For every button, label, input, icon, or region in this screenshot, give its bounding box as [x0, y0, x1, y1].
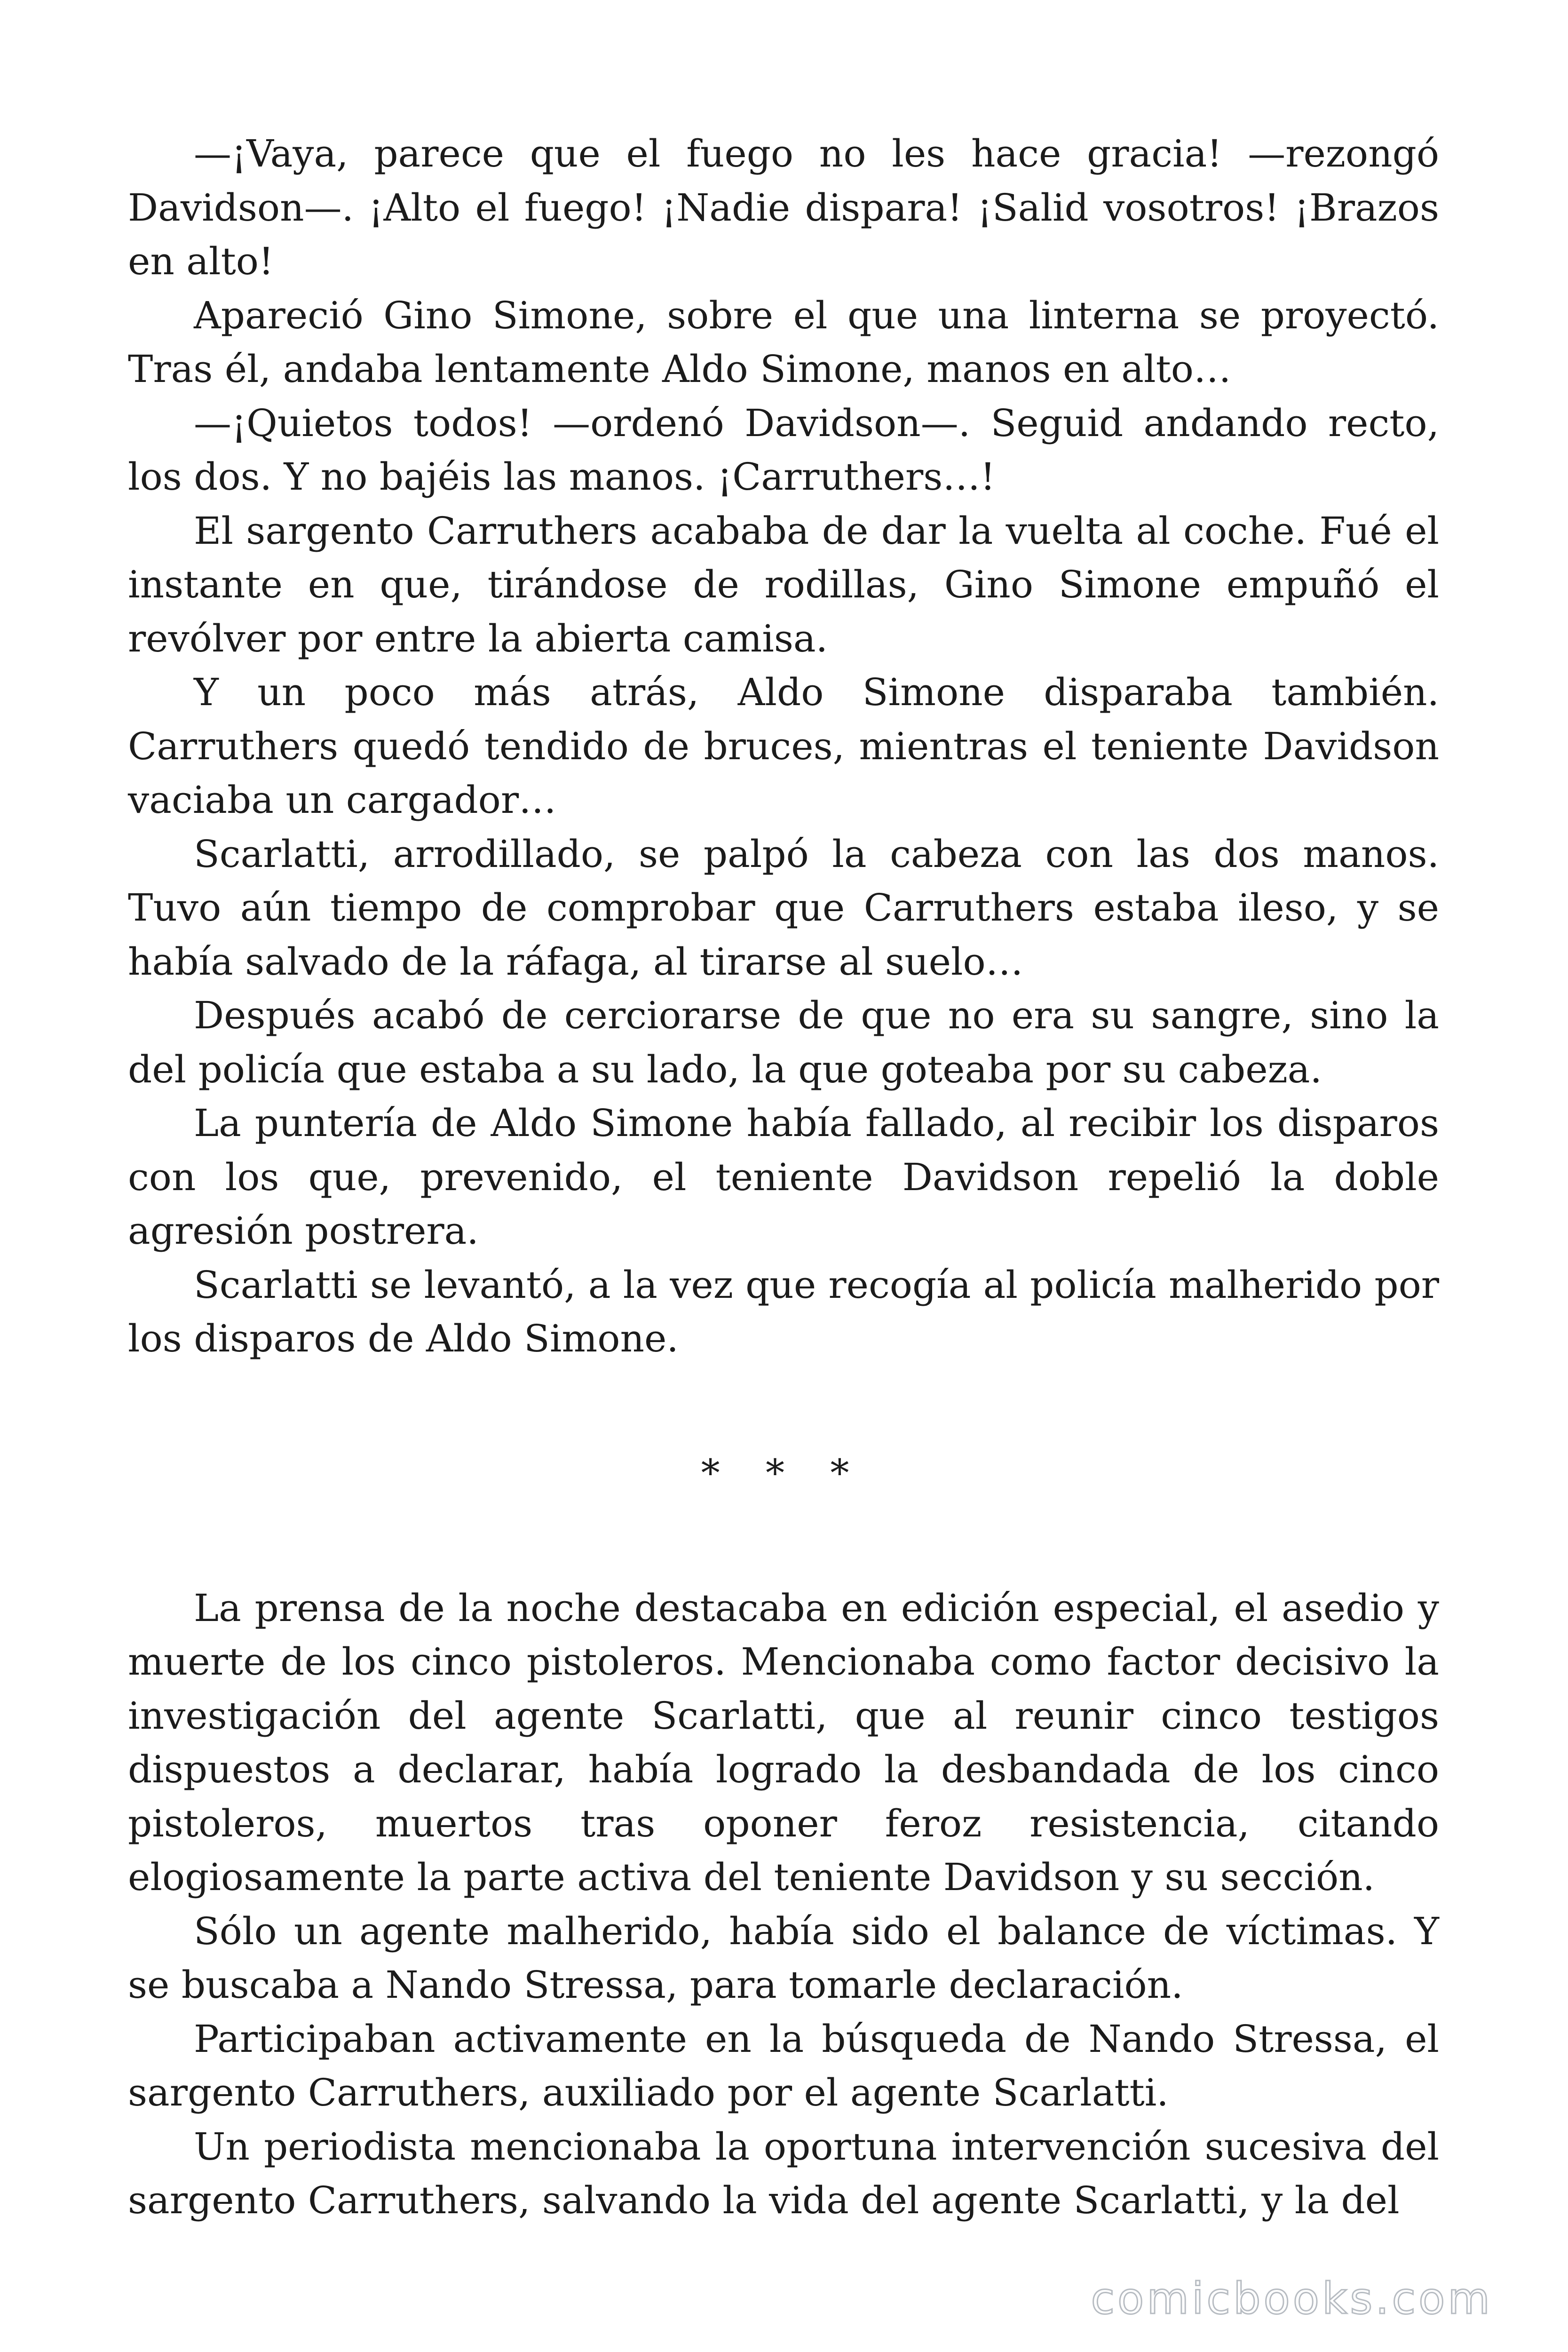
- scene-break: * * *: [701, 1451, 866, 1495]
- paragraph: Scarlatti, arrodillado, se palpó la cabeza con las dos manos. Tuvo aún tiempo de comprobar que Carruthers estaba ileso, y se había salvado de la ráfaga, al tirarse al suelo…: [128, 832, 1439, 984]
- page-body: [128, 127, 1439, 2228]
- paragraph: —¡Quietos todos! —ordenó Davidson—. Seguid andando recto, los dos. Y no bajéis las manos. ¡Carruthers…!: [128, 401, 1439, 499]
- paragraph: Participaban activamente en la búsqueda de Nando Stressa, el sargento Carruthers, auxiliado por el agente Scarlatti.: [128, 2017, 1439, 2114]
- paragraph: La puntería de Aldo Simone había fallado, al recibir los disparos con los que, prevenido, el teniente Davidson repelió la doble agresión postrera.: [128, 1101, 1439, 1253]
- paragraph: Y un poco más atrás, Aldo Simone disparaba también. Carruthers quedó tendido de bruces, mientras el teniente Davidson vaciaba un cargador…: [128, 670, 1439, 822]
- paragraph: Scarlatti se levantó, a la vez que recogía al policía malherido por los disparos de Aldo Simone.: [128, 1263, 1439, 1360]
- paragraph: La prensa de la noche destacaba en edición especial, el asedio y muerte de los cinco pistoleros. Mencionaba como factor decisivo la investigación del agente Scarlatti, que al reunir cinco testigos dispuestos a declarar, había logrado la desbandada de los cinco pistoleros, muertos tras oponer feroz resistencia, citando elogiosamente la parte activa del teniente Davidson y su sección.: [128, 1586, 1439, 1899]
- paragraph: El sargento Carruthers acababa de dar la vuelta al coche. Fué el instante en que, tirándose de rodillas, Gino Simone empuñó el revólver por entre la abierta camisa.: [128, 509, 1439, 660]
- paragraph: Apareció Gino Simone, sobre el que una linterna se proyectó. Tras él, andaba lentamente Aldo Simone, manos en alto…: [128, 293, 1439, 391]
- paragraph: Después acabó de cerciorarse de que no era su sangre, sino la del policía que estaba a su lado, la que goteaba por su cabeza.: [128, 993, 1439, 1091]
- paragraph: Sólo un agente malherido, había sido el balance de víctimas. Y se buscaba a Nando Stressa, para tomarle declaración.: [128, 1909, 1439, 2007]
- paragraph: Un periodista mencionaba la oportuna intervención sucesiva del sargento Carruthers, salvando la vida del agente Scarlatti, y la del: [128, 2124, 1439, 2222]
- paragraph: —¡Vaya, parece que el fuego no les hace gracia! —rezongó Davidson—. ¡Alto el fuego! ¡Nadie dispara! ¡Salid vosotros! ¡Brazos en alto!: [128, 132, 1439, 283]
- watermark: comicbooks.com: [1091, 2273, 1493, 2324]
